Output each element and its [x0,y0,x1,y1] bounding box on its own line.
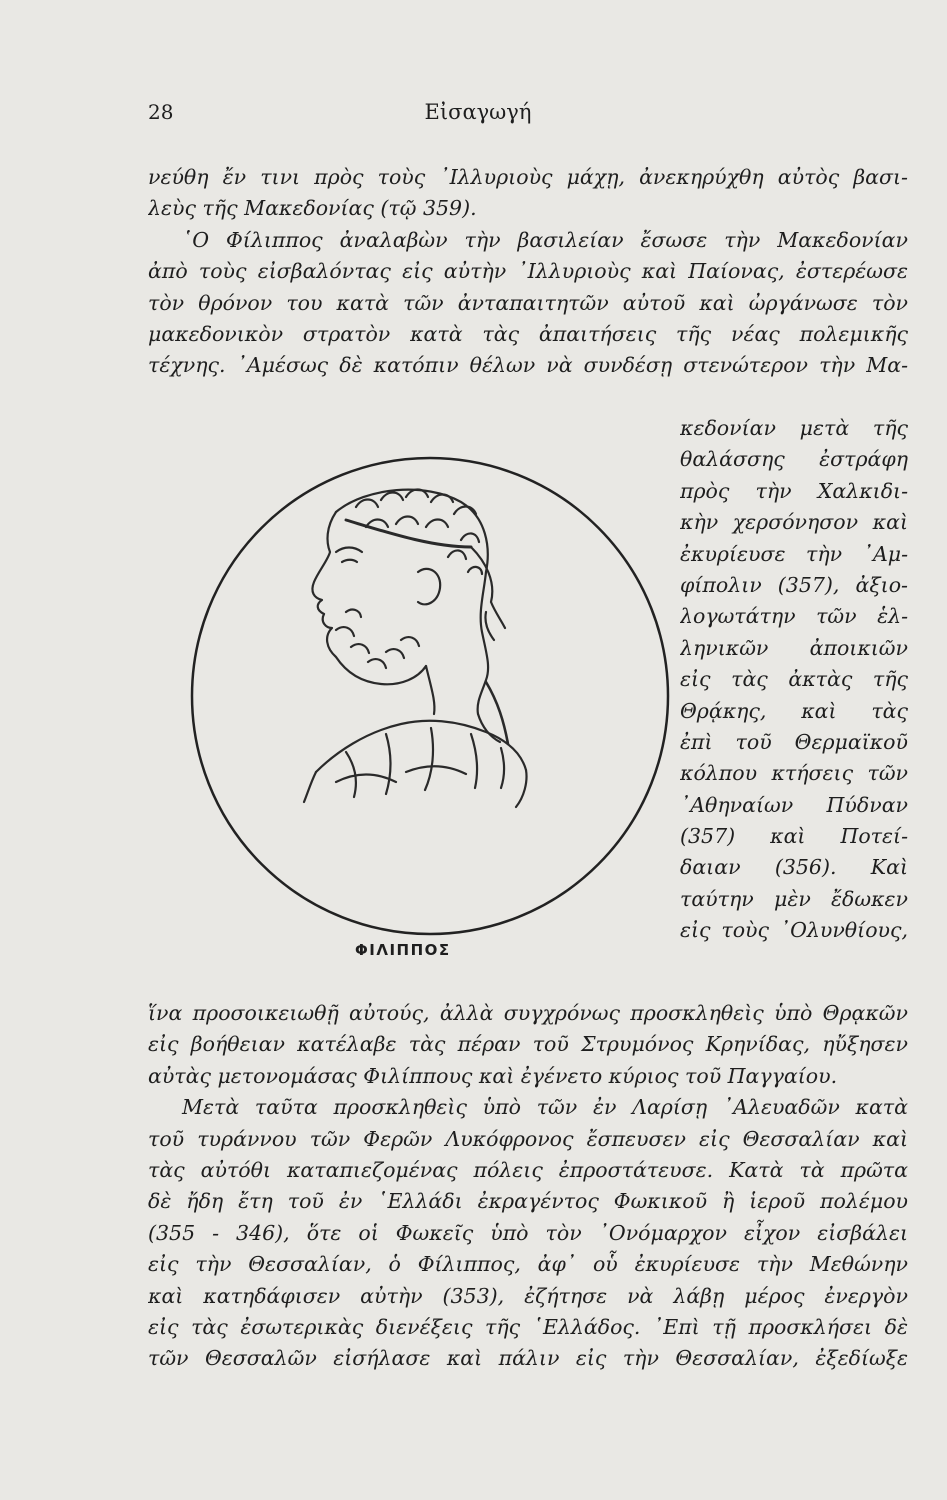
text-line: εἰς τὰς ἐσωτερικὰς διενέξεις τῆς ῾Ελλάδος. ᾿Επὶ τῇ προσκλήσει δὲ [148,1314,908,1339]
body-text-column [680,413,908,947]
text-line: νεύθη ἔν τινι πρὸς τοὺς ᾿Ιλλυριοὺς μάχῃ, ἀνεκηρύχθη αὐτὸς βασι- [148,165,908,189]
text-line: εἰς τὴν Θεσσαλίαν, ὁ Φίλιππος, ἀφ᾿ οὗ ἐκυρίευσε τὴν Μεθώνην [148,1252,908,1277]
text-line: τῶν Θεσσαλῶν εἰσήλασε καὶ πάλιν εἰς τὴν Θεσσαλίαν, ἐξεδίωξε [148,1346,908,1371]
text-line: τοῦ τυράννου τῶν Φερῶν Λυκόφρονος ἔσπευσεν εἰς Θεσσαλίαν καὶ [148,1126,908,1151]
text-line: εἰς βοήθειαν κατέλαβε τὰς πέραν τοῦ Στρυμόνος Κρηνίδας, ηὔξησεν [148,1032,908,1057]
running-title: Εἰσαγωγή [424,100,532,124]
text-line: τὸν θρόνον του κατὰ τῶν ἀνταπαιτητῶν αὐτοῦ καὶ ὠργάνωσε τὸν [148,290,908,315]
text-line: εἰς τὰς ἀκτὰς τῆς [680,667,908,692]
text-line: μακεδονικὸν στρατὸν κατὰ τὰς ἀπαιτήσεις τῆς νέας πολεμικῆς [148,321,908,346]
text-line: ἵνα προσοικειωθῇ αὐτούς, ἀλλὰ συγχρόνως προσκληθεὶς ὑπὸ Θρᾳκῶν [148,1001,908,1025]
text-line: ληνικῶν ἀποικιῶν [680,635,908,660]
text-line: δαιαν (356). Καὶ [680,855,908,880]
text-line: εἰς τοὺς ᾿Ολυνθίους, [680,918,908,943]
text-line: ἀπὸ τοὺς εἰσβαλόντας εἰς αὐτὴν ᾿Ιλλυριοὺς καὶ Παίονας, ἐστερέωσε [148,259,908,284]
text-line: θαλάσσης ἐστράφη [680,447,908,472]
text-line: (357) καὶ Ποτεί- [680,824,908,849]
body-text-bottom [148,998,908,1375]
body-text-top [148,162,908,382]
text-line: κὴν χερσόνησον καὶ [680,510,908,535]
text-line: Θρᾴκης, καὶ τὰς [680,698,908,723]
text-line: πρὸς τὴν Χαλκιδι- [680,478,908,503]
text-line: ἐκυρίευσε τὴν ᾿Αμ- [680,541,908,566]
text-line: ἐπὶ τοῦ Θερμαϊκοῦ [680,729,908,754]
text-line: Μετὰ ταῦτα προσκληθεὶς ὑπὸ τῶν ἐν Λαρίσῃ ᾿Αλευαδῶν κατὰ [182,1095,908,1120]
page-number: 28 [148,100,174,124]
text-line: τέχνης. ᾿Αμέσως δὲ κατόπιν θέλων νὰ συνδέσῃ στενώτερον τὴν Μα- [148,353,908,378]
text-line: φίπολιν (357), ἀξιο- [680,572,908,597]
text-line: λογωτάτην τῶν ἑλ- [680,604,908,629]
page-header [148,100,808,134]
text-line: (355 - 346), ὅτε οἱ Φωκεῖς ὑπὸ τὸν ᾿Ονόμαρχον εἶχον εἰσβάλει [148,1220,908,1245]
text-line: ῾Ο Φίλιππος ἀναλαβὼν τὴν βασιλείαν ἔσωσε τὴν Μακεδονίαν [182,227,908,252]
figure-caption: ΦΙΛΙΠΠΟΣ [355,941,451,959]
text-line: δὲ ἤδη ἔτη τοῦ ἐν ῾Ελλάδι ἐκραγέντος Φωκικοῦ ἢ ἱεροῦ πολέμου [148,1189,908,1214]
text-line: τὰς αὐτόθι καταπιεζομένας πόλεις ἐπροστάτευσε. Κατὰ τὰ πρῶτα [148,1157,908,1182]
text-line: αὐτὰς μετονομάσας Φιλίππους καὶ ἐγένετο κύριος τοῦ Παγγαίου. [148,1063,838,1088]
text-line: ᾿Αθηναίων Πύδναν [680,792,908,817]
text-line: κεδονίαν μετὰ τῆς [680,416,908,440]
text-line: ταύτην μὲν ἔδωκεν [680,886,908,911]
text-line: καὶ κατηδάφισεν αὐτὴν (353), ἐζήτησε νὰ λάβῃ μέρος ἐνεργὸν [148,1283,908,1308]
philip-portrait-medallion [186,452,674,942]
text-line: κόλπου κτήσεις τῶν [680,761,908,786]
text-line: λεὺς τῆς Μακεδονίας (τῷ 359). [148,196,477,221]
